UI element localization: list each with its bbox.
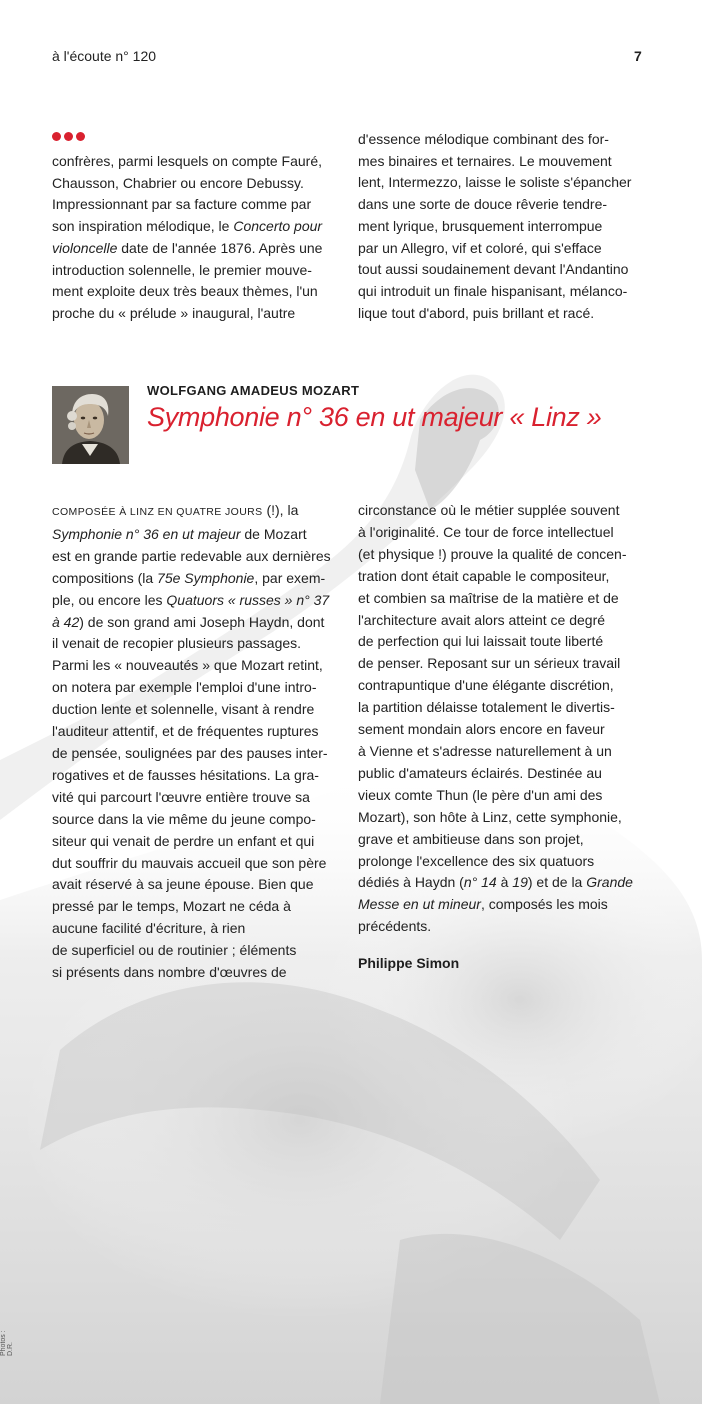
text-line: introduction solennelle, le premier mouve- [52,261,312,278]
text-line: ple, ou encore les Quatuors « russes » n° 37 [52,591,330,608]
text-line: son inspiration mélodique, le Concerto pour [52,218,323,235]
text-line: est en grande partie redevable aux dernières [52,547,331,564]
photo-credit: Photos : D.R. [0,1330,14,1356]
text-line: si présents dans nombre d'œuvres de [52,964,287,981]
text-line: rogatives et de fausses hésitations. La gra- [52,766,319,783]
text-line: qui introduit un finale hispanisant, mélanco- [358,282,628,299]
text-line: duction lente et solennelle, visant à rendre [52,701,315,718]
text-line: à Vienne et s'adresse naturellement à un [358,742,612,759]
red-dot-icon [76,132,85,141]
text-line: Parmi les « nouveautés » que Mozart retint, [52,657,323,674]
section-ornament [52,132,85,141]
text-line: lent, Intermezzo, laisse le soliste s'épancher [358,174,632,191]
text-line: Messe en ut mineur, composés les mois [358,896,608,913]
text-line: avait réservé à sa jeune épouse. Bien que [52,876,314,893]
text-line: COMPOSÉE À LINZ EN QUATRE JOURS (!), la [52,502,299,518]
text-line: il venait de recopier plusieurs passages. [52,635,302,652]
text-line: Impressionnant par sa facture comme par [52,196,312,213]
text-line: ment exploite deux très beaux thèmes, l'un [52,283,318,300]
text-line: public d'amateurs éclairés. Destinée au [358,764,602,781]
text-line: et combien sa maîtrise de la matière et de [358,589,619,606]
text-line: de perfection qui lui laissait toute liberté [358,633,604,650]
text-line: de penser. Reposant sur un sérieux travail [358,655,621,672]
text-line: mes binaires et ternaires. Le mouvement [358,152,612,169]
text-line: à l'originalité. Ce tour de force intellectuel [358,523,614,540]
text-line: précédents. [358,918,432,935]
text-line: la partition délaisse totalement le divertis- [358,699,615,716]
text-line: contrapuntique d'une élégante discrétion, [358,677,614,694]
text-line: violoncelle date de l'année 1876. Après une [52,239,323,256]
text-line: grave et ambitieuse dans son projet, [358,830,584,847]
text-line: l'architecture avait alors atteint ce degré [358,611,606,628]
running-head: à l'écoute n° 120 [52,48,157,64]
text-line: (et physique !) prouve la qualité de concen- [358,545,627,562]
text-line: à 42) de son grand ami Joseph Haydn, dont [52,613,325,630]
text-line: confrères, parmi lesquels on compte Fauré, [52,153,323,169]
text-line: siteur qui venait de perdre un enfant et qui [52,832,315,849]
text-line: Mozart), son hôte à Linz, cette symphonie, [358,808,622,825]
text-line: lique tout d'abord, puis brillant et racé. [358,304,595,321]
text-line: dans une sorte de douce rêverie tendre- [358,196,608,213]
author-byline: Philippe Simon [358,955,460,971]
text-line: prolonge l'excellence des six quatuors [358,852,595,869]
text-line: ment lyrique, brusquement interrompue [358,217,603,234]
red-dot-icon [52,132,61,141]
work-title: Symphonie n° 36 en ut majeur « Linz » [147,402,602,432]
composer-portrait [52,386,129,464]
text-line: tration dont était capable le compositeur, [358,567,610,584]
text-line: dut souffrir du mauvais accueil que son père [52,854,327,871]
text-line: l'auditeur attentif, et de fréquentes ruptures [52,723,319,740]
text-line: on notera par exemple l'emploi d'une intro- [52,679,317,696]
text-line: pressé par le temps, Mozart ne céda à [52,898,291,915]
text-line: tout aussi soudainement devant l'Andantino [358,261,629,278]
text-line: Symphonie n° 36 en ut majeur de Mozart [52,525,307,542]
text-line: Chausson, Chabrier ou encore Debussy. [52,174,304,191]
text-line: de superficiel ou de routinier ; éléments [52,942,297,959]
text-line: de pensée, soulignées par des pauses inter- [52,744,328,761]
text-line: vité qui parcourt l'œuvre entière trouve sa [52,788,310,805]
page-number: 7 [634,48,642,64]
text-line: d'essence mélodique combinant des for- [358,131,609,147]
text-line: dédiés à Haydn (n° 14 à 19) et de la Grande [358,874,633,891]
text-line: proche du « prélude » inaugural, l'autre [52,304,296,321]
red-dot-icon [64,132,73,141]
text-line: par un Allegro, vif et coloré, qui s'efface [358,239,602,256]
previous-article-column-2 [358,129,650,324]
text-line: sement mondain alors encore en faveur [358,721,605,738]
article-column-2 [358,500,654,938]
text-line: source dans la vie même du jeune compo- [52,810,316,827]
text-line: circonstance où le métier supplée souvent [358,502,620,518]
previous-article-column-1 [52,151,344,325]
article-column-1 [52,500,348,984]
text-line: compositions (la 75e Symphonie, par exem- [52,569,326,586]
lead-in: COMPOSÉE À LINZ EN QUATRE JOURS [52,506,263,518]
composer-name: WOLFGANG AMADEUS MOZART [147,383,360,398]
text-line: aucune facilité d'écriture, à rien [52,920,246,937]
text-line: vieux comte Thun (le père d'un ami des [358,786,603,803]
